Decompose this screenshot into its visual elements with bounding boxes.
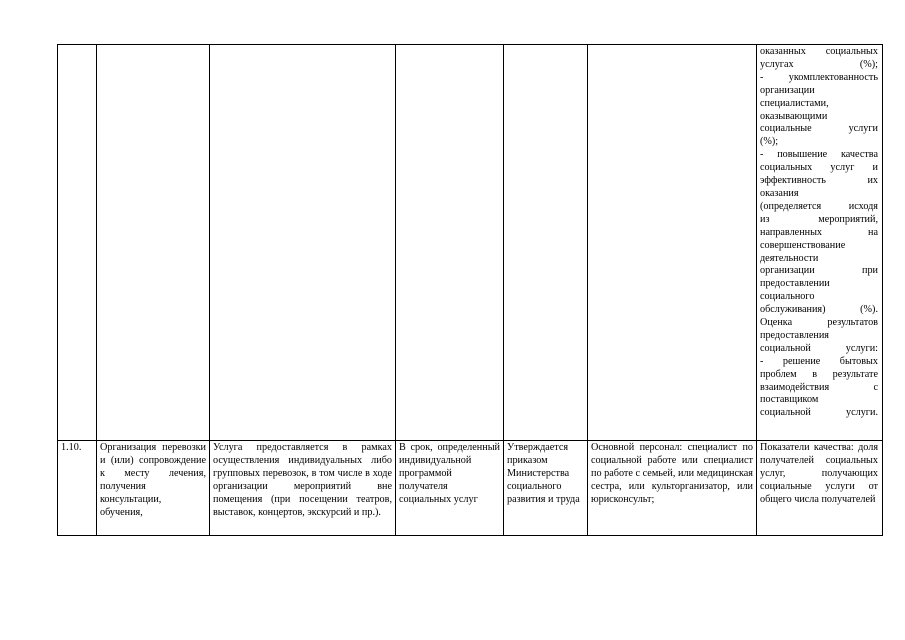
- quality-line: предоставления: [760, 329, 829, 341]
- service-tariff: Утверждается приказом Министерства социального развития и труда: [504, 441, 588, 536]
- table-row: [58, 441, 883, 536]
- quality-line: специалистами,: [760, 97, 829, 109]
- quality-line: предоставлении: [760, 278, 830, 290]
- quality-line: деятельности: [760, 252, 819, 264]
- service-description: Услуга предоставляется в рамках осуществления индивидуальных либо групповых перевозок, в том числе в ходе организации мероприятий вне помещения (при посещении театров, выставок, концертов, экскурсий и пр.).: [210, 441, 396, 536]
- quality-line: (%);: [760, 136, 779, 148]
- quality-line: обслуживания) (%).: [760, 304, 878, 316]
- quality-line: организации: [760, 84, 815, 96]
- services-table: [57, 44, 883, 536]
- quality-line: оказания: [760, 187, 799, 199]
- service-name-cell: [97, 45, 210, 441]
- description-cell: [210, 45, 396, 441]
- quality-line: проблем в результате: [760, 368, 878, 380]
- quality-line: - укомплектованность: [760, 71, 878, 83]
- quality-line: из мероприятий,: [760, 213, 878, 225]
- staff-cell: [588, 45, 757, 441]
- tariff-cell: [504, 45, 588, 441]
- row-number: 1.10.: [58, 441, 97, 536]
- quality-line: - решение бытовых: [760, 355, 878, 367]
- quality-line: организации при: [760, 265, 878, 277]
- number-cell: [58, 45, 97, 441]
- quality-line: оказанных социальных: [760, 46, 878, 57]
- service-staff: Основной персонал: специалист по социальной работе или специалист по работе с семьей, или медицинская сестра, или культорганизатор, или юрисконсульт;: [588, 441, 757, 536]
- quality-line: поставщиком: [760, 394, 819, 406]
- service-name: Организация перевозки и (или) сопровождение к месту лечения, получения консультации, обучения,: [97, 441, 210, 536]
- quality-line: социальной услуги:: [760, 342, 878, 354]
- quality-line: эффективность их: [760, 175, 878, 187]
- quality-line: направленных на: [760, 226, 878, 238]
- table-row: [58, 45, 883, 441]
- service-quality: Показатели качества: доля получателей социальных услуг, получающих социальные услуги от общего числа получателей: [757, 441, 883, 536]
- quality-line: - повышение качества: [760, 149, 878, 161]
- quality-line: Оценка результатов: [760, 317, 878, 329]
- quality-line: социальной услуги.: [760, 407, 878, 419]
- quality-line: (определяется исходя: [760, 200, 878, 212]
- quality-line: услугах (%);: [760, 58, 878, 70]
- term-cell: [396, 45, 504, 441]
- service-term: В срок, определенный индивидуальной программой получателя социальных услуг: [396, 441, 504, 536]
- quality-line: взаимодействия с: [760, 381, 878, 393]
- quality-line: социального: [760, 291, 815, 303]
- quality-line: социальных услуг и: [760, 162, 878, 174]
- quality-line: оказывающими: [760, 110, 828, 122]
- quality-cell: [757, 45, 883, 441]
- quality-line: совершенствование: [760, 239, 846, 251]
- quality-line: социальные услуги: [760, 123, 878, 135]
